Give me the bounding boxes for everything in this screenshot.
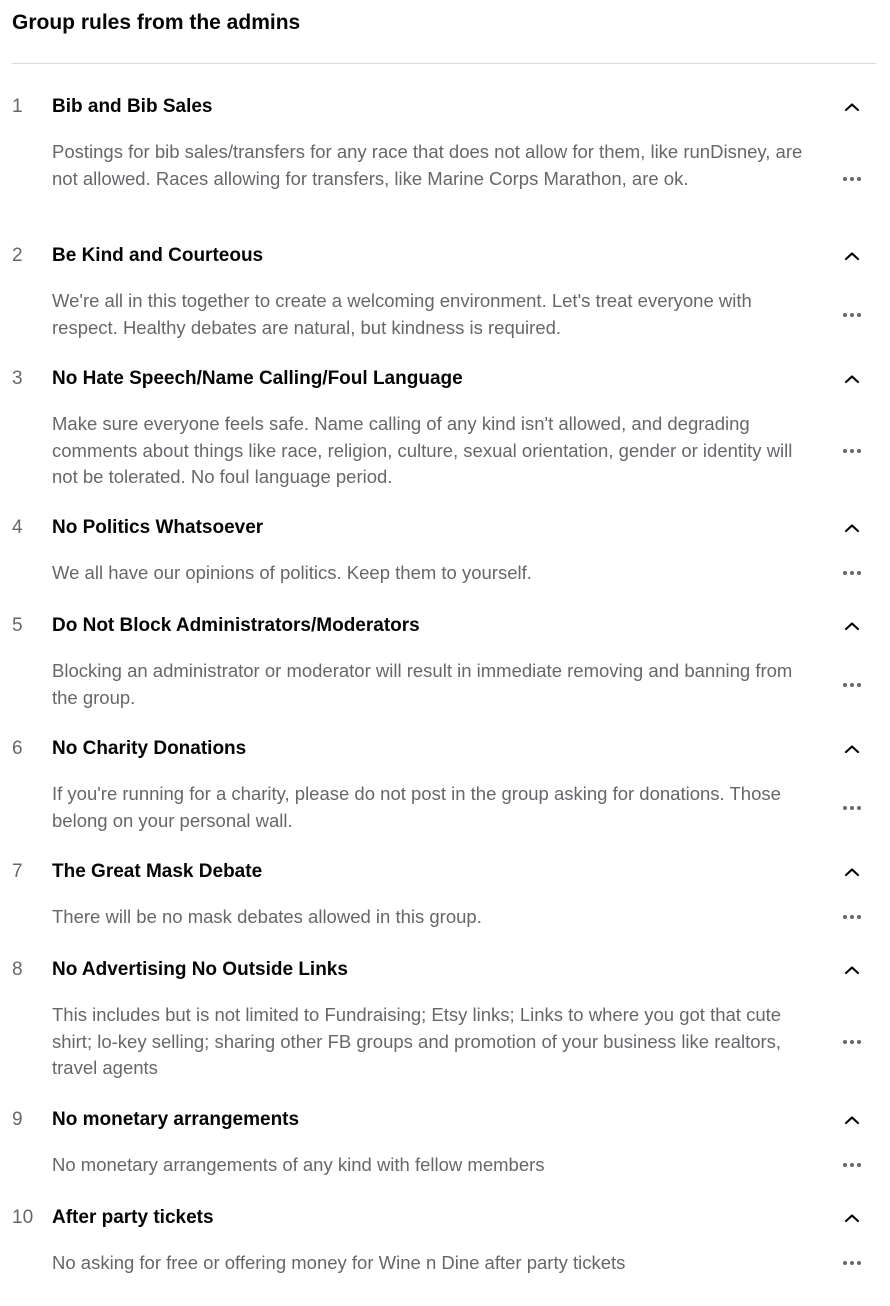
- rule-number: 7: [12, 861, 23, 882]
- rule-title: The Great Mask Debate: [52, 861, 263, 882]
- more-options-icon: [842, 1260, 862, 1266]
- chevron-up-icon: [844, 867, 860, 877]
- more-options-icon: [842, 176, 862, 182]
- rule-title: No Advertising No Outside Links: [52, 959, 348, 980]
- chevron-up-icon: [844, 374, 860, 384]
- rule-more-options-button[interactable]: [838, 1255, 866, 1271]
- rule-description: This includes but is not limited to Fundraising; Etsy links; Links to where you got that cute shirt; lo-key selling; sharing other FB groups and promotion of your business like realtors, travel agents: [52, 1004, 782, 1078]
- rule-number: 1: [12, 96, 23, 117]
- rule-description: We all have our opinions of politics. Keep them to yourself.: [52, 562, 532, 583]
- rule-description: Make sure everyone feels safe. Name calling of any kind isn't allowed, and degrading comments about things like race, religion, culture, sexual orientation, gender or identity will not be tolerated. No foul language period.: [52, 413, 793, 487]
- rule-title: After party tickets: [52, 1207, 214, 1228]
- chevron-up-icon: [844, 523, 860, 533]
- rule-description: No monetary arrangements of any kind with fellow members: [52, 1154, 545, 1175]
- rule-number: 3: [12, 368, 23, 389]
- collapse-rule-button[interactable]: [840, 245, 864, 267]
- rule-description: If you're running for a charity, please do not post in the group asking for donations. Those belong on your personal wall.: [52, 783, 781, 831]
- chevron-up-icon: [844, 251, 860, 261]
- rule-title: No Politics Whatsoever: [52, 517, 264, 538]
- collapse-rule-button[interactable]: [840, 517, 864, 539]
- rule-number: 2: [12, 245, 23, 266]
- rule-description: No asking for free or offering money for Wine n Dine after party tickets: [52, 1252, 626, 1273]
- collapse-rule-button[interactable]: [840, 1207, 864, 1229]
- chevron-up-icon: [844, 1115, 860, 1125]
- chevron-up-icon: [844, 965, 860, 975]
- rule-more-options-button[interactable]: [838, 1034, 866, 1050]
- rule-more-options-button[interactable]: [838, 909, 866, 925]
- more-options-icon: [842, 1162, 862, 1168]
- rule-number: 8: [12, 959, 23, 980]
- rule-description: Postings for bib sales/transfers for any race that does not allow for them, like runDisney, are not allowed. Races allowing for transfers, like Marine Corps Marathon, are ok.: [52, 141, 803, 189]
- rule-more-options-button[interactable]: [838, 1157, 866, 1173]
- rule-more-options-button[interactable]: [838, 171, 866, 187]
- more-options-icon: [842, 914, 862, 920]
- collapse-rule-button[interactable]: [840, 959, 864, 981]
- rules-header: [12, 0, 876, 64]
- rule-number: 4: [12, 517, 23, 538]
- collapse-rule-button[interactable]: [840, 738, 864, 760]
- more-options-icon: [842, 312, 862, 318]
- chevron-up-icon: [844, 621, 860, 631]
- rule-number: 10: [12, 1207, 34, 1228]
- rule-description: Blocking an administrator or moderator will result in immediate removing and banning from the group.: [52, 660, 793, 708]
- rule-title: No Hate Speech/Name Calling/Foul Language: [52, 368, 463, 389]
- rule-title: Bib and Bib Sales: [52, 96, 213, 117]
- more-options-icon: [842, 682, 862, 688]
- rule-more-options-button[interactable]: [838, 800, 866, 816]
- rule-more-options-button[interactable]: [838, 307, 866, 323]
- more-options-icon: [842, 1039, 862, 1045]
- more-options-icon: [842, 570, 862, 576]
- rule-description: There will be no mask debates allowed in this group.: [52, 906, 482, 927]
- collapse-rule-button[interactable]: [840, 368, 864, 390]
- rule-more-options-button[interactable]: [838, 443, 866, 459]
- chevron-up-icon: [844, 102, 860, 112]
- collapse-rule-button[interactable]: [840, 1109, 864, 1131]
- more-options-icon: [842, 448, 862, 454]
- chevron-up-icon: [844, 744, 860, 754]
- collapse-rule-button[interactable]: [840, 96, 864, 118]
- rule-more-options-button[interactable]: [838, 565, 866, 581]
- rule-more-options-button[interactable]: [838, 677, 866, 693]
- rule-title: No monetary arrangements: [52, 1109, 300, 1130]
- rule-number: 6: [12, 738, 23, 759]
- rule-title: Do Not Block Administrators/Moderators: [52, 615, 420, 636]
- collapse-rule-button[interactable]: [840, 615, 864, 637]
- collapse-rule-button[interactable]: [840, 861, 864, 883]
- rule-number: 5: [12, 615, 23, 636]
- rule-title: No Charity Donations: [52, 738, 247, 759]
- rule-title: Be Kind and Courteous: [52, 245, 264, 266]
- rule-description: We're all in this together to create a welcoming environment. Let's treat everyone with respect. Healthy debates are natural, but kindness is required.: [52, 290, 752, 338]
- more-options-icon: [842, 805, 862, 811]
- chevron-up-icon: [844, 1213, 860, 1223]
- page-title: Group rules from the admins: [12, 11, 301, 34]
- rule-number: 9: [12, 1109, 23, 1130]
